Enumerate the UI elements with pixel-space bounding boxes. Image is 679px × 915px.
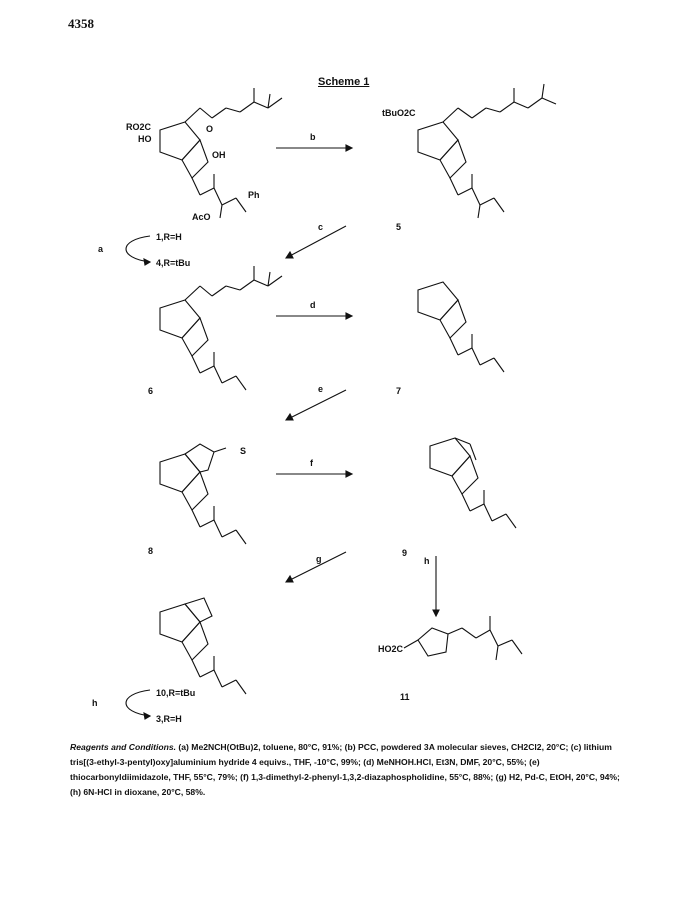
step-b: b — [310, 132, 316, 142]
compound-label-8: 8 — [148, 546, 154, 556]
compound-5-structure — [418, 84, 556, 218]
page-number: 4358 — [68, 16, 94, 31]
compound-label-1: 1,R=H — [156, 232, 182, 242]
fragment-ph: Ph — [248, 190, 260, 200]
caption-text: (a) Me2NCH(OtBu)2, toluene, 80°C, 91%; (b) PCC, powdered 3A molecular sieves, CH2Cl2, 20°C; (c) lithium tris[(3-ethyl-3-pentyl)oxy]aluminium hydride 4 equivs., THF, -10°C, 99%; (d) MeNHOH.HCl, Et3N, DMF, 20°C, 55%; (e) thiocarbonyldiimidazole, THF, 55°C, 79%; (f) 1,3-dimethyl-2-phenyl-1,3,2-diazaphospholidine, 55°C, 88%; (g) H2, Pd-C, EtOH, 20°C, 94%; (h) 6N-HCl in dioxane, 20°C, 58%. — [70, 742, 620, 797]
step-h-curved: h — [92, 698, 98, 708]
caption-lead: Reagents and Conditions. — [70, 742, 176, 752]
step-g: g — [316, 554, 322, 564]
fragment-ho2c: HO2C — [378, 644, 404, 654]
compound-9-structure — [430, 438, 516, 528]
compound-label-10: 10,R=tBu — [156, 688, 196, 698]
fragment-ho: HO — [138, 134, 152, 144]
step-e: e — [318, 384, 324, 394]
fragment-oh: OH — [212, 150, 226, 160]
fragment-ro2c: RO2C — [126, 122, 152, 132]
compound-label-9: 9 — [402, 548, 408, 558]
step-c: c — [318, 222, 324, 232]
fragment-aco: AcO — [192, 212, 211, 222]
compound-label-5: 5 — [396, 222, 402, 232]
fragment-o: O — [206, 124, 214, 134]
compound-label-6: 6 — [148, 386, 154, 396]
compound-7-structure — [418, 282, 504, 372]
step-f: f — [310, 458, 313, 468]
compound-10-structure — [160, 598, 246, 694]
compound-label-4: 4,R=tBu — [156, 258, 191, 268]
step-a: a — [98, 244, 104, 254]
compound-11-structure — [404, 616, 522, 660]
fragment-tbuo2c: tBuO2C — [382, 108, 416, 118]
fragment-s: S — [240, 446, 247, 456]
reagents-caption — [70, 740, 630, 800]
compound-label-3: 3,R=H — [156, 714, 182, 724]
compound-label-7: 7 — [396, 386, 402, 396]
compound-8-structure — [160, 444, 246, 544]
step-h-vertical: h — [424, 556, 430, 566]
step-d: d — [310, 300, 316, 310]
compound-6-structure — [160, 266, 282, 390]
scheme-title: Scheme 1 — [318, 76, 370, 88]
compound-label-11: 11 — [400, 692, 410, 702]
